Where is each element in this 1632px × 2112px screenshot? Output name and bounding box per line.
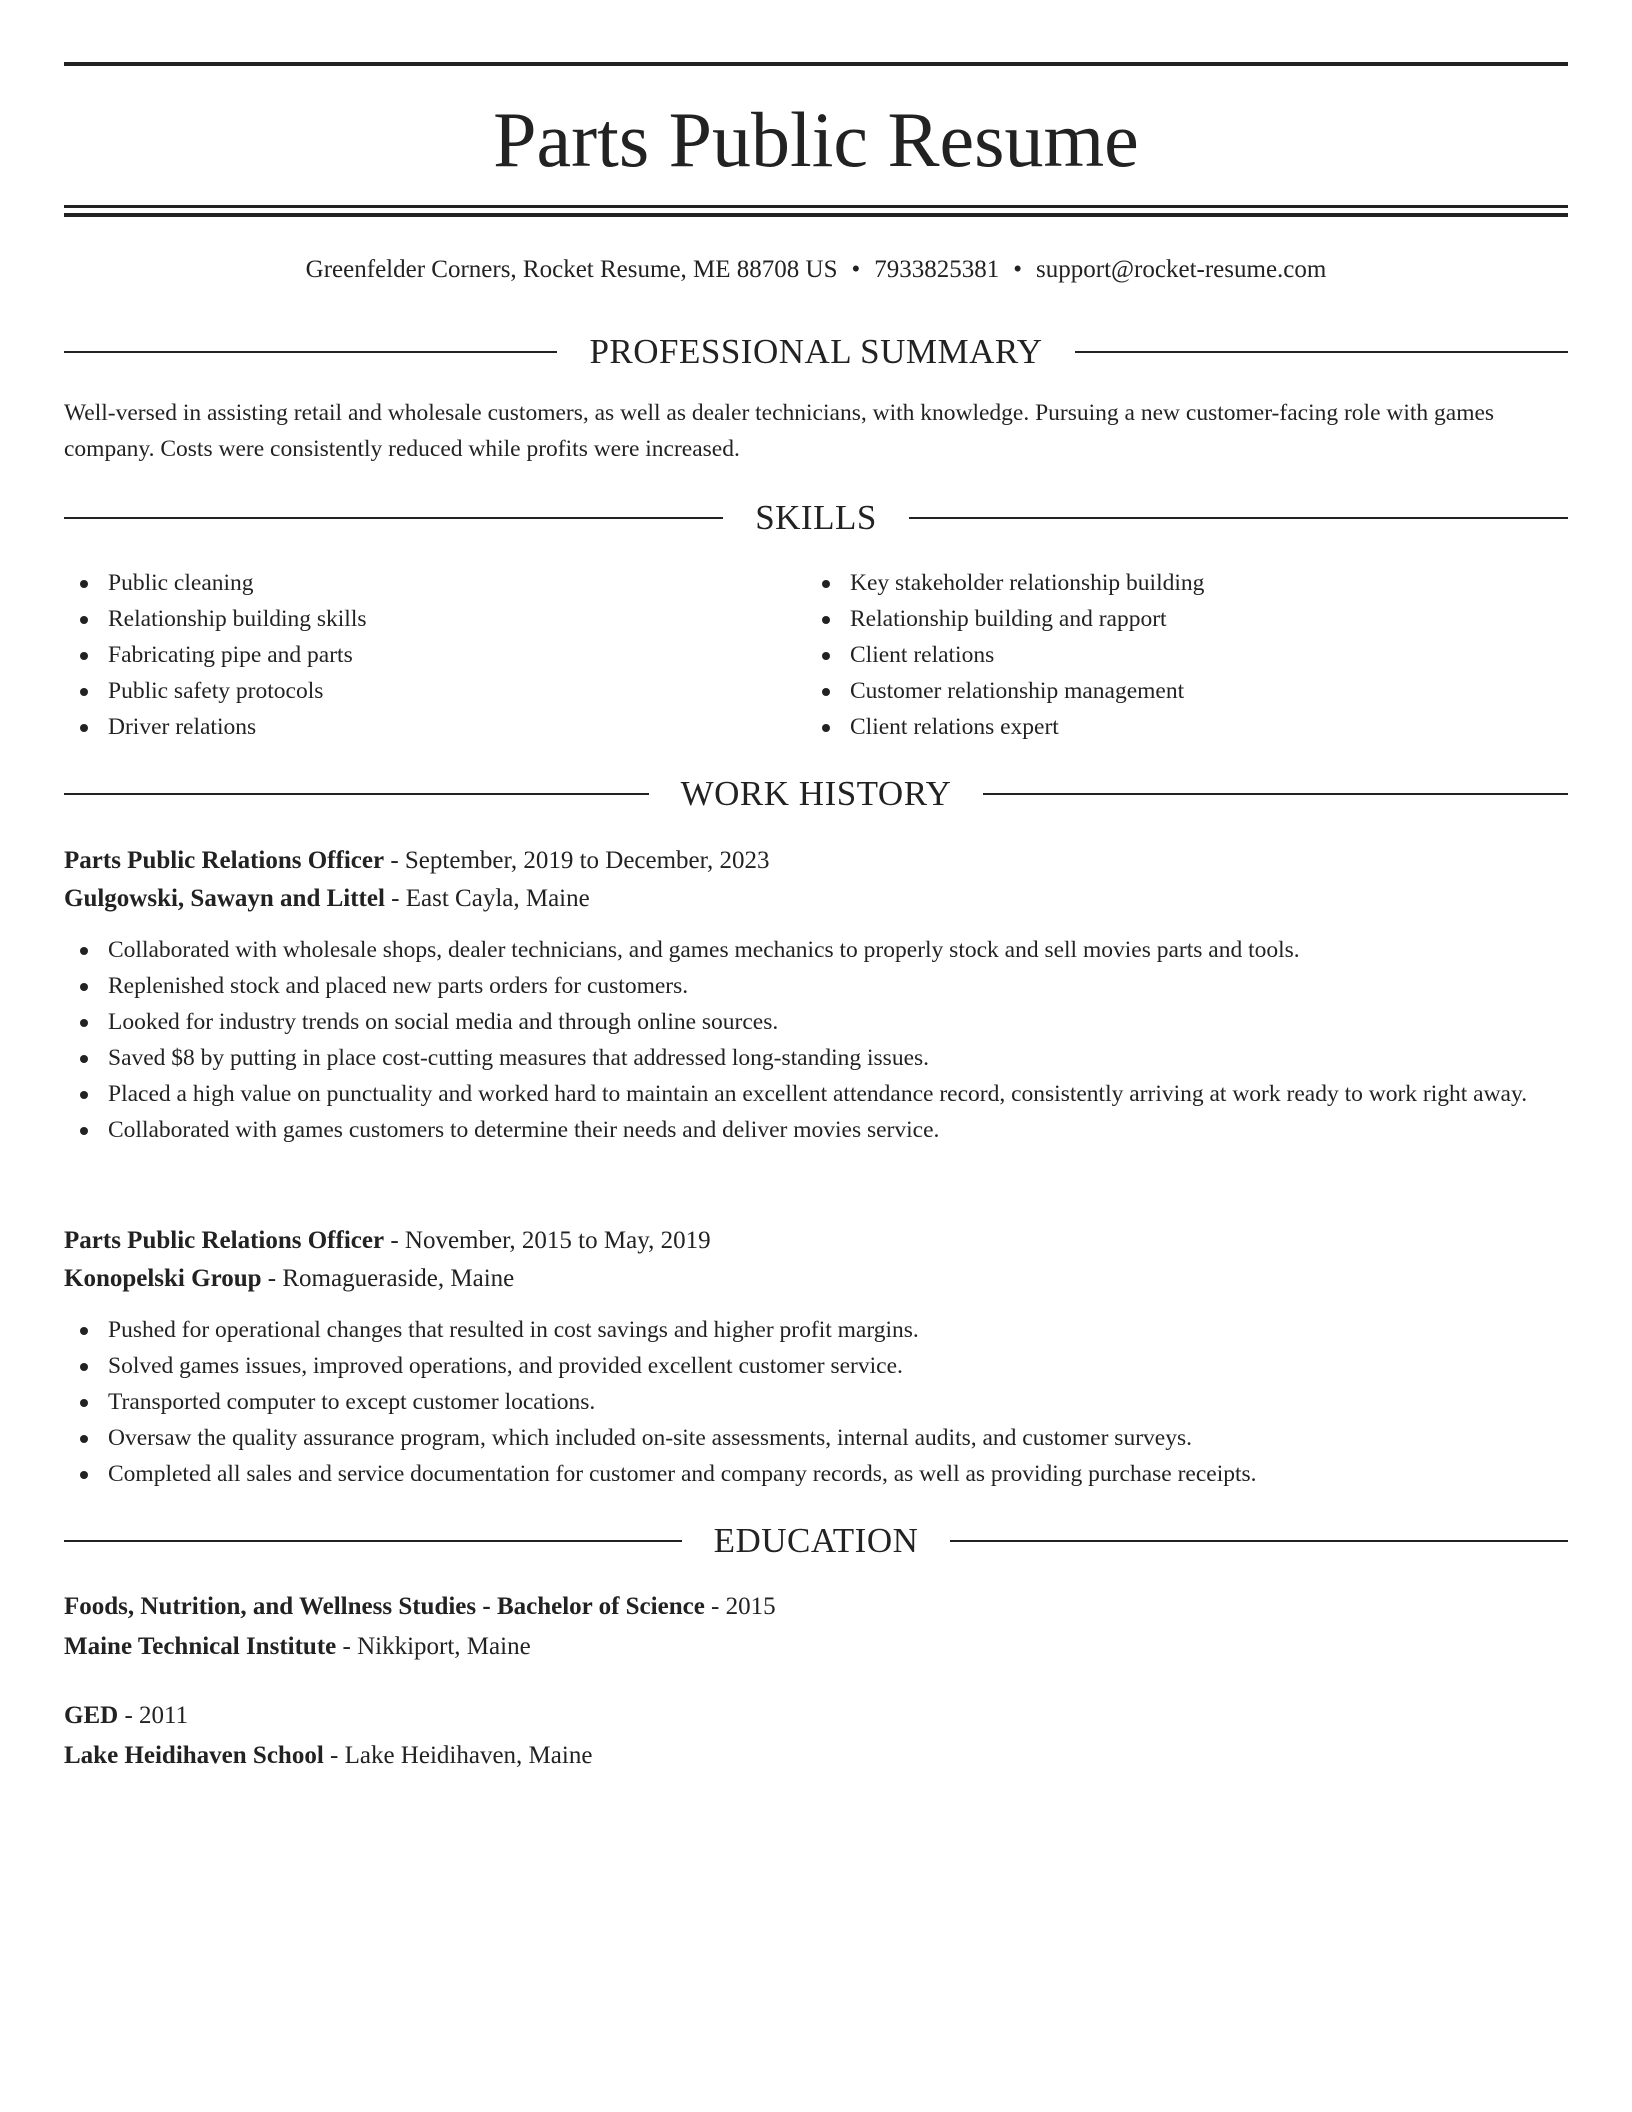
bullet-dot <box>822 616 830 624</box>
bullet-dot <box>80 1327 88 1335</box>
school-line: Maine Technical Institute - Nikkiport, Maine <box>64 1633 531 1660</box>
skills-heading <box>64 494 1568 542</box>
skills-column-left <box>64 565 784 745</box>
job-bullet: Placed a high value on punctuality and worked hard to maintain an excellent attendance record, consistently arriving at work ready to work right away. <box>64 1076 1568 1112</box>
skill-item: Client relations expert <box>806 709 1526 745</box>
job-bullet: Pushed for operational changes that resulted in cost savings and higher profit margins. <box>64 1312 1568 1348</box>
bullet-dot <box>80 947 88 955</box>
school-location: Lake Heidihaven, Maine <box>344 1742 593 1769</box>
contact-address: Greenfelder Corners, Rocket Resume, ME 88708 US <box>305 256 838 283</box>
skill-item: Relationship building skills <box>64 601 784 637</box>
skill-item: Key stakeholder relationship building <box>806 565 1526 601</box>
degree: GED <box>64 1702 119 1729</box>
summary-text: Well-versed in assisting retail and wholesale customers, as well as dealer technicians, with knowledge. Pursuing a new customer-facing role with games company. Costs were consistently reduced while profits were increased. <box>64 400 1495 462</box>
degree-year: 2011 <box>139 1702 189 1729</box>
heading-rule <box>64 517 723 519</box>
bullet-dot <box>822 688 830 696</box>
contact-separator: • <box>851 256 861 283</box>
contact-line <box>64 252 1568 288</box>
section-title: SKILLS <box>755 498 877 537</box>
bullet-dot <box>80 724 88 732</box>
job-location: East Cayla, Maine <box>405 885 590 912</box>
degree: Foods, Nutrition, and Wellness Studies - Bachelor of Science <box>64 1593 705 1620</box>
contact-separator: • <box>1013 256 1023 283</box>
section-title: WORK HISTORY <box>680 774 952 813</box>
bullet-dot <box>80 616 88 624</box>
heading-rule <box>983 793 1568 795</box>
skill-item: Relationship building and rapport <box>806 601 1526 637</box>
heading-rule <box>909 517 1568 519</box>
skill-item: Public safety protocols <box>64 673 784 709</box>
job-title: Parts Public Relations Officer <box>64 1227 385 1254</box>
bullet-dot <box>80 688 88 696</box>
header-rule-upper <box>64 205 1568 208</box>
job-company-line: Gulgowski, Sawayn and Littel - East Cayla, Maine <box>64 885 590 912</box>
job-entry <box>64 842 1568 1148</box>
header-top-rule <box>64 62 1568 66</box>
bullet-dot <box>80 1435 88 1443</box>
contact-phone: 7933825381 <box>874 256 1000 283</box>
degree-year: 2015 <box>725 1593 776 1620</box>
job-title: Parts Public Relations Officer <box>64 847 385 874</box>
job-bullet: Oversaw the quality assurance program, which included on-site assessments, internal audits, and customer surveys. <box>64 1420 1568 1456</box>
job-bullet: Collaborated with games customers to determine their needs and deliver movies service. <box>64 1112 1568 1148</box>
heading-rule <box>950 1540 1568 1542</box>
job-title-line: Parts Public Relations Officer - November, 2015 to May, 2019 <box>64 1227 711 1254</box>
job-dates: November, 2015 to May, 2019 <box>404 1227 711 1254</box>
job-bullet: Collaborated with wholesale shops, dealer technicians, and games mechanics to properly stock and sell movies parts and tools. <box>64 932 1568 968</box>
skill-item: Fabricating pipe and parts <box>64 637 784 673</box>
skills-column-right <box>806 565 1526 745</box>
job-location: Romagueraside, Maine <box>282 1265 515 1292</box>
job-bullet: Replenished stock and placed new parts orders for customers. <box>64 968 1568 1004</box>
heading-rule <box>64 793 649 795</box>
school: Maine Technical Institute <box>64 1633 337 1660</box>
job-bullet: Transported computer to except customer locations. <box>64 1384 1568 1420</box>
section-title: PROFESSIONAL SUMMARY <box>589 332 1043 371</box>
degree-line: Foods, Nutrition, and Wellness Studies - Bachelor of Science - 2015 <box>64 1593 776 1620</box>
bullet-dot <box>80 1399 88 1407</box>
job-company-line: Konopelski Group - Romagueraside, Maine <box>64 1265 515 1292</box>
bullet-dot <box>822 580 830 588</box>
skill-item: Customer relationship management <box>806 673 1526 709</box>
education-entry <box>64 1588 1568 1666</box>
skill-item: Public cleaning <box>64 565 784 601</box>
skill-item: Client relations <box>806 637 1526 673</box>
bullet-dot <box>80 1471 88 1479</box>
heading-rule <box>64 1540 682 1542</box>
degree-line: GED - 2011 <box>64 1702 189 1729</box>
job-bullet: Solved games issues, improved operations, and provided excellent customer service. <box>64 1348 1568 1384</box>
bullet-dot <box>822 724 830 732</box>
skill-item: Driver relations <box>64 709 784 745</box>
job-bullet: Saved $8 by putting in place cost-cutting measures that addressed long-standing issues. <box>64 1040 1568 1076</box>
heading-rule <box>64 351 557 353</box>
bullet-dot <box>80 983 88 991</box>
bullet-dot <box>80 1127 88 1135</box>
contact-email: support@rocket-resume.com <box>1036 256 1327 283</box>
bullet-dot <box>80 580 88 588</box>
heading-rule <box>1075 351 1568 353</box>
header-rule-lower <box>64 213 1568 217</box>
bullet-dot <box>822 652 830 660</box>
bullet-dot <box>80 652 88 660</box>
bullet-dot <box>80 1019 88 1027</box>
education-entry <box>64 1697 1568 1775</box>
job-bullet: Completed all sales and service documentation for customer and company records, as well as providing purchase receipts. <box>64 1456 1568 1492</box>
school-location: Nikkiport, Maine <box>357 1633 531 1660</box>
job-company: Gulgowski, Sawayn and Littel <box>64 885 385 912</box>
school: Lake Heidihaven School <box>64 1742 324 1769</box>
bullet-dot <box>80 1091 88 1099</box>
section-title: EDUCATION <box>713 1521 919 1560</box>
job-dates: September, 2019 to December, 2023 <box>404 847 770 874</box>
bullet-dot <box>80 1055 88 1063</box>
job-bullet: Looked for industry trends on social media and through online sources. <box>64 1004 1568 1040</box>
bullet-dot <box>80 1363 88 1371</box>
resume-name: Parts Public Resume <box>493 96 1139 183</box>
job-title-line: Parts Public Relations Officer - September, 2019 to December, 2023 <box>64 847 770 874</box>
school-line: Lake Heidihaven School - Lake Heidihaven, Maine <box>64 1742 593 1769</box>
job-entry <box>64 1222 1568 1492</box>
work-history-heading <box>64 770 1568 818</box>
education-heading <box>64 1517 1568 1565</box>
summary-heading <box>64 328 1568 376</box>
job-company: Konopelski Group <box>64 1265 262 1292</box>
